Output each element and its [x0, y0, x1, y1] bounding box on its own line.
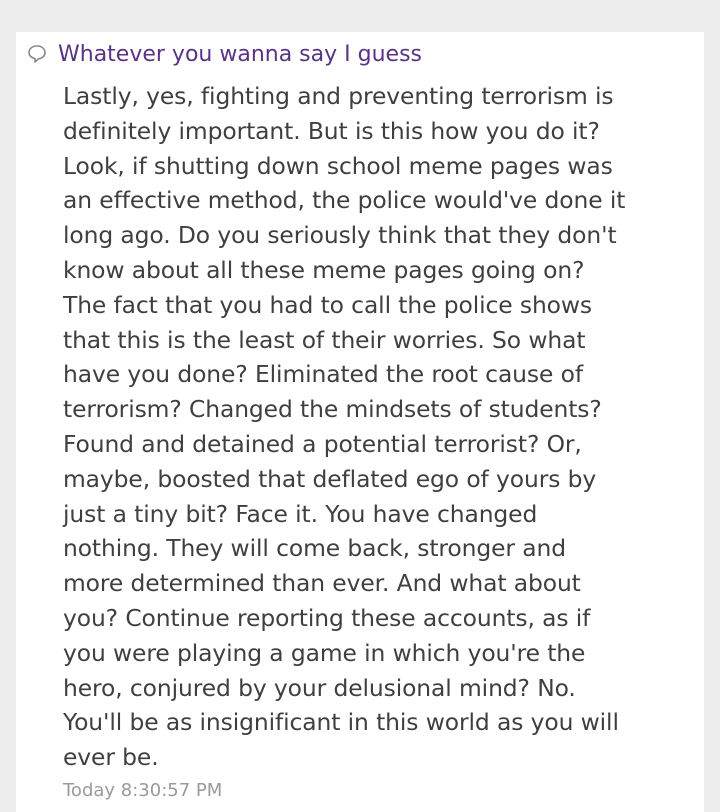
message-subject: Whatever you wanna say I guess [58, 41, 422, 67]
message-body: Lastly, yes, fighting and preventing terrorism is definitely important. But is this how you do it? Look, if shutting down school meme pages was an effective method, the police would've done it long ago. Do you seriously think that they don't know about all these meme pages going on? The fact that you had to call the police shows that this is the least of their worries. So what have you done? Eliminated the root cause of terrorism? Changed the mindsets of students? Found and detained a potential terrorist? Or, maybe, boosted that deflated ego of yours by just a tiny bit? Face it. You have changed nothing. They will come back, stronger and more determined than ever. And what about you? Continue reporting these accounts, as if you were playing a game in which you're the hero, conjured by your delusional mind? No. You'll be as insignificant in this world as you will ever be. [63, 82, 626, 772]
message-card [16, 32, 704, 812]
speech-bubble-icon [26, 43, 48, 65]
message-timestamp: Today 8:30:57 PM [63, 780, 223, 801]
message-header [26, 38, 422, 70]
